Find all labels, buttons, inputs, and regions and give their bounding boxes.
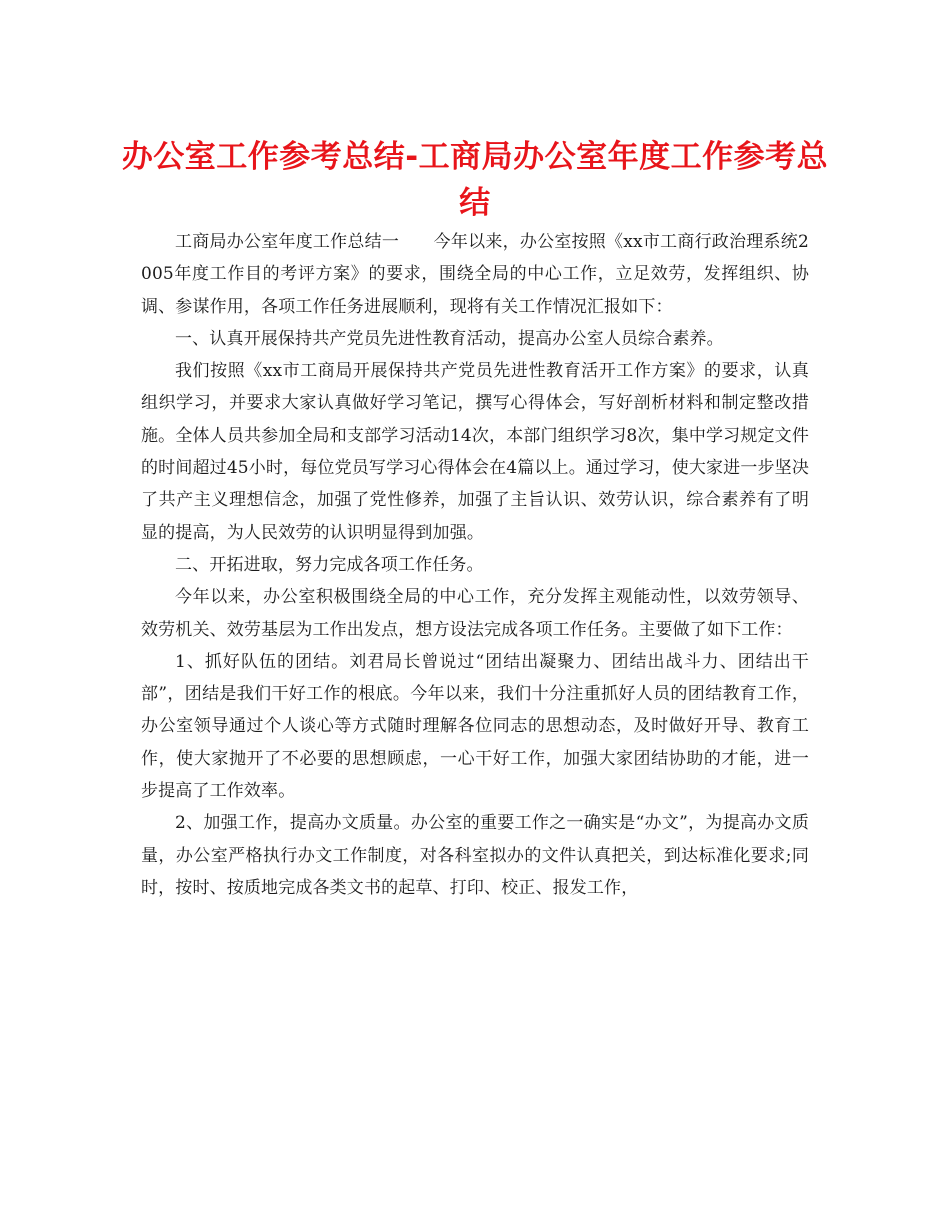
- paragraph-intro: 工商局办公室年度工作总结一 今年以来，办公室按照《xx市工商行政治理系统2005年度工作目的考评方案》的要求，围绕全局的中心工作，立足效劳，发挥组织、协调、参谋作用，各项工作任务进展顺利，现将有关工作情况汇报如下：: [141, 232, 809, 317]
- document-body: [141, 226, 809, 904]
- paragraph-study: 我们按照《xx市工商局开展保持共产党员先进性教育活开工作方案》的要求，认真组织学习，并要求大家认真做好学习笔记，撰写心得体会，写好剖析材料和制定整改措施。全体人员共参加全局和支部学习活动14次，本部门组织学习8次，集中学习规定文件的时间超过45小时，每位党员写学习心得体会在4篇以上。通过学习，使大家进一步坚决了共产主义理想信念，加强了党性修养，加强了主旨认识、效劳认识，综合素养有了明显的提高，为人民效劳的认识明显得到加强。: [141, 361, 809, 543]
- paragraph-documents: 2、加强工作，提高办文质量。办公室的重要工作之一确实是“办文”，为提高办文质量，办公室严格执行办文工作制度，对各科室拟办的文件认真把关，到达标准化要求;同时，按时、按质地完成各类文书的起草、打印、校正、报发工作，: [141, 813, 809, 898]
- document-title: 办公室工作参考总结-工商局办公室年度工作参考总结: [121, 139, 829, 221]
- section-heading-2: 二、开拓进取，努力完成各项工作任务。: [175, 554, 484, 575]
- paragraph-tasks: 今年以来，办公室积极围绕全局的中心工作，充分发挥主观能动性，以效劳领导、效劳机关、效劳基层为工作出发点，想方设法完成各项工作任务。主要做了如下工作：: [141, 587, 809, 640]
- paragraph-unity: 1、抓好队伍的团结。刘君局长曾说过“团结出凝聚力、团结出战斗力、团结出干部”，团结是我们干好工作的根底。今年以来，我们十分注重抓好人员的团结教育工作，办公室领导通过个人谈心等方式随时理解各位同志的思想动态，及时做好开导、教育工作，使大家抛开了不必要的思想顾虑，一心干好工作，加强大家团结协助的才能，进一步提高了工作效率。: [141, 651, 809, 802]
- section-heading-1: 一、认真开展保持共产党员先进性教育活动，提高办公室人员综合素养。: [175, 328, 724, 349]
